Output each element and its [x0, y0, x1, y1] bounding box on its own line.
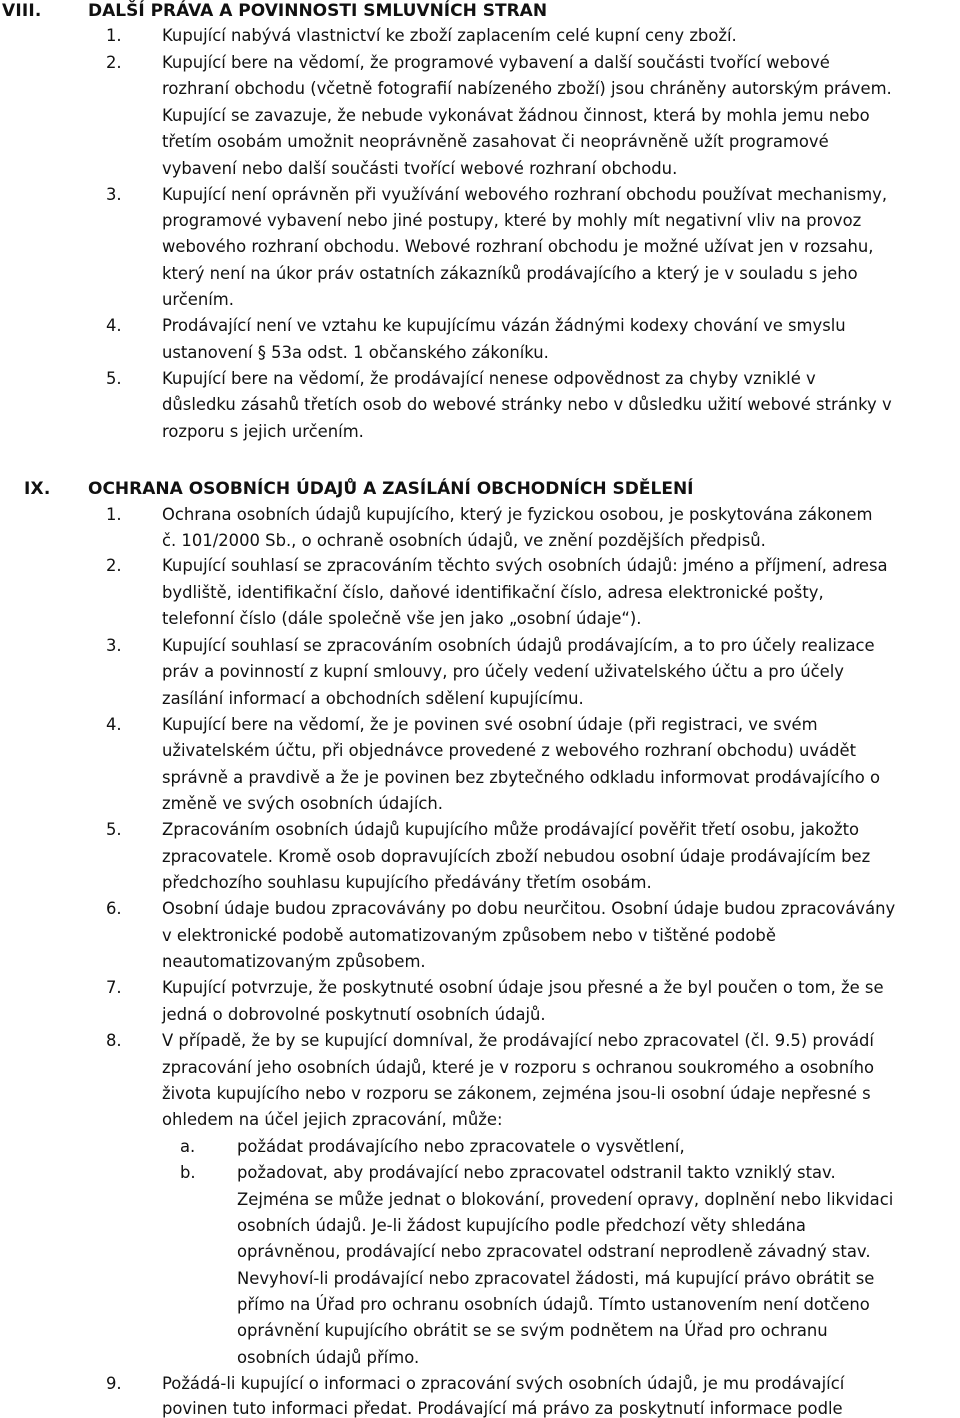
- list-item-text: Kupující bere na vědomí, že programové vybavení a další součásti tvořící webové: [162, 53, 830, 72]
- list-item-text: Kupující není oprávněn při využívání webového rozhraní obchodu používat mechanismy,: [162, 185, 888, 204]
- sub-item-text: Nevyhoví-li prodávající nebo zpracovatel žádosti, má kupující právo obrátit se: [237, 1269, 875, 1288]
- list-item-number: 3.: [106, 185, 122, 204]
- list-item-text: webového rozhraní obchodu. Webové rozhraní obchodu je možné užívat jen v rozsahu,: [162, 237, 874, 256]
- list-item-text: Kupující souhlasí se zpracováním těchto svých osobních údajů: jméno a příjmení, adresa: [162, 556, 888, 575]
- list-item-text: změně ve svých osobních údajích.: [162, 794, 443, 813]
- list-item-number: 6.: [106, 899, 122, 918]
- list-item-text: zasílání informací a obchodních sdělení kupujícímu.: [162, 689, 584, 708]
- list-item-text: správně a pravdivě a že je povinen bez zbytečného odkladu informovat prodávajícího o: [162, 768, 881, 787]
- list-item-text: Kupující bere na vědomí, že je povinen své osobní údaje (při registraci, ve svém: [162, 715, 818, 734]
- list-item-text: programové vybavení nebo jiné postupy, které by mohly mít negativní vliv na provoz: [162, 211, 862, 230]
- list-item-text: rozhraní obchodu (včetně fotografií nabízeného zboží) jsou chráněny autorským právem.: [162, 79, 892, 98]
- list-item-text: který není na úkor práv ostatních zákazníků prodávajícího a který je v souladu s jeho: [162, 264, 858, 283]
- list-item-text: ohledem na účel jejich zpracování, může:: [162, 1110, 503, 1129]
- list-item-text: Kupující potvrzuje, že poskytnuté osobní údaje jsou přesné a že byl poučen o tom, že se: [162, 978, 884, 997]
- section-number: VIII.: [2, 1, 42, 21]
- sub-item-text: přímo na Úřad pro ochranu osobních údajů. Tímto ustanovením není dotčeno: [237, 1295, 870, 1314]
- list-item-text: předchozího souhlasu kupujícího předávány třetím osobám.: [162, 873, 652, 892]
- list-item-text: života kupujícího nebo v rozporu se zákonem, zejména jsou-li osobní údaje nepřesné s: [162, 1084, 871, 1103]
- list-item-number: 2.: [106, 556, 122, 575]
- list-item-text: rozporu s jejich určením.: [162, 422, 364, 441]
- list-item-text: Kupující nabývá vlastnictví ke zboží zaplacením celé kupní ceny zboží.: [162, 26, 737, 45]
- list-item-text: Kupující se zavazuje, že nebude vykonávat žádnou činnost, která by mohla jemu nebo: [162, 106, 870, 125]
- list-item-text: určením.: [162, 290, 234, 309]
- list-item-text: uživatelském účtu, při objednávce provedené z webového rozhraní obchodu) uvádět: [162, 741, 857, 760]
- list-item-text: Prodávající není ve vztahu ke kupujícímu vázán žádnými kodexy chování ve smyslu: [162, 316, 846, 335]
- section-number: IX.: [24, 479, 51, 499]
- list-item-text: telefonní číslo (dále společně vše jen jako „osobní údaje“).: [162, 609, 642, 628]
- sub-item-letter: a.: [180, 1137, 196, 1156]
- list-item-text: č. 101/2000 Sb., o ochraně osobních údajů, ve znění pozdějších předpisů.: [162, 531, 766, 550]
- list-item-text: povinen tuto informaci předat. Prodávající má právo za poskytnutí informace podle: [162, 1399, 843, 1418]
- list-item-number: 9.: [106, 1374, 122, 1393]
- list-item-number: 8.: [106, 1031, 122, 1050]
- list-item-text: Kupující bere na vědomí, že prodávající nenese odpovědnost za chyby vzniklé v: [162, 369, 816, 388]
- sub-item-text: osobních údajů. Je-li žádost kupujícího podle předchozí věty shledána: [237, 1216, 806, 1235]
- list-item-number: 1.: [106, 26, 122, 45]
- list-item-text: neautomatizovaným způsobem.: [162, 952, 426, 971]
- list-item-number: 4.: [106, 316, 122, 335]
- section-title: OCHRANA OSOBNÍCH ÚDAJŮ A ZASÍLÁNÍ OBCHODNÍCH SDĚLENÍ: [88, 479, 694, 499]
- list-item-text: Zpracováním osobních údajů kupujícího může prodávající pověřit třetí osobu, jakožto: [162, 820, 860, 839]
- list-item-text: třetím osobám umožnit neoprávněně zasahovat či neoprávněně užít programové: [162, 132, 829, 151]
- sub-item-text: požádat prodávajícího nebo zpracovatele o vysvětlení,: [237, 1137, 685, 1156]
- list-item-text: jedná o dobrovolné poskytnutí osobních údajů.: [162, 1005, 546, 1024]
- list-item-text: Kupující souhlasí se zpracováním osobních údajů prodávajícím, a to pro účely realizace: [162, 636, 875, 655]
- list-item-text: práv a povinností z kupní smlouvy, pro účely vedení uživatelského účtu a pro účely: [162, 662, 844, 681]
- list-item-number: 5.: [106, 369, 122, 388]
- list-item-text: Ochrana osobních údajů kupujícího, který je fyzickou osobou, je poskytována zákonem: [162, 505, 873, 524]
- list-item-text: vybavení nebo další součásti tvořící webové rozhraní obchodu.: [162, 159, 678, 178]
- list-item-text: zpracování jeho osobních údajů, které je v rozporu s ochranou soukromého a osobního: [162, 1058, 875, 1077]
- list-item-number: 1.: [106, 505, 122, 524]
- list-item-number: 7.: [106, 978, 122, 997]
- sub-item-letter: b.: [180, 1163, 196, 1182]
- list-item-text: ustanovení § 53a odst. 1 občanského zákoníku.: [162, 343, 549, 362]
- list-item-text: v elektronické podobě automatizovaným způsobem nebo v tištěné podobě: [162, 926, 776, 945]
- list-item-number: 3.: [106, 636, 122, 655]
- sub-item-text: oprávnění kupujícího obrátit se se svým podnětem na Úřad pro ochranu: [237, 1321, 828, 1340]
- section-title: DALŠÍ PRÁVA A POVINNOSTI SMLUVNÍCH STRAN: [88, 1, 548, 21]
- list-item-text: bydliště, identifikační číslo, daňové identifikační číslo, adresa elektronické pošty,: [162, 583, 824, 602]
- list-item-text: zpracovatele. Kromě osob dopravujících zboží nebudou osobní údaje prodávajícím bez: [162, 847, 871, 866]
- list-item-number: 4.: [106, 715, 122, 734]
- list-item-text: Osobní údaje budou zpracovávány po dobu neurčitou. Osobní údaje budou zpracovávány: [162, 899, 896, 918]
- list-item-number: 2.: [106, 53, 122, 72]
- sub-item-text: požadovat, aby prodávající nebo zpracovatel odstranil takto vzniklý stav.: [237, 1163, 836, 1182]
- list-item-text: důsledku zásahů třetích osob do webové stránky nebo v důsledku užití webové stránky v: [162, 395, 892, 414]
- list-item-number: 5.: [106, 820, 122, 839]
- sub-item-text: oprávněnou, prodávající nebo zpracovatel odstraní neprodleně závadný stav.: [237, 1242, 871, 1261]
- list-item-text: V případě, že by se kupující domníval, že prodávající nebo zpracovatel (čl. 9.5) provádí: [162, 1031, 874, 1050]
- list-item-text: Požádá-li kupující o informaci o zpracování svých osobních údajů, je mu prodávající: [162, 1374, 845, 1393]
- sub-item-text: osobních údajů přímo.: [237, 1348, 420, 1367]
- sub-item-text: Zejména se může jednat o blokování, provedení opravy, doplnění nebo likvidaci: [237, 1190, 894, 1209]
